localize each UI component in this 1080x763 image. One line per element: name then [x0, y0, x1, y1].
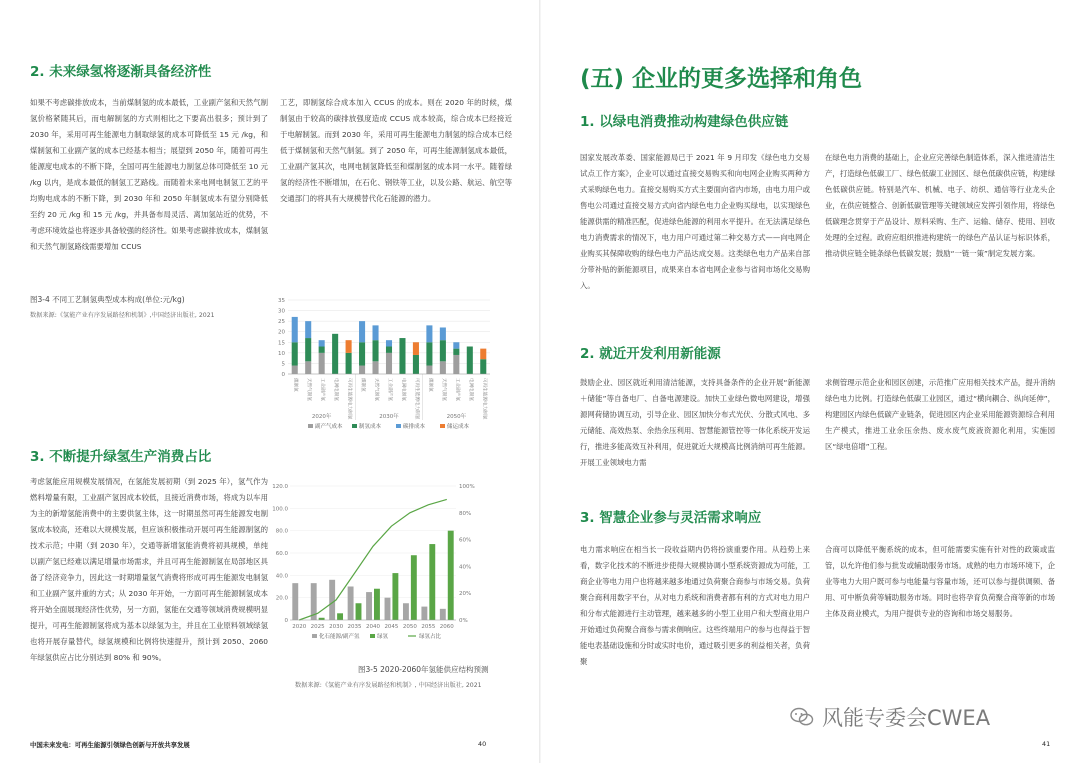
watermark — [790, 702, 990, 732]
right-page — [540, 0, 1080, 763]
x-tick-label: 2030 — [329, 624, 344, 630]
y2-tick-label: 100% — [459, 484, 475, 490]
x-tick-label: 2060 — [439, 624, 454, 630]
x-tick-label: 2020 — [292, 624, 307, 630]
bar-segment — [373, 361, 379, 374]
bar — [319, 618, 325, 620]
x-tick-label: 电网电制氢 — [467, 378, 473, 401]
bar — [440, 609, 446, 620]
sub2-col2: 求侧管理示范企业和园区创建，示范推广应用相关技术产品，提升消纳绿色电力比例。打造绿色低碳工业园区，通过“横向耦合、纵向延伸”，构建园区内绿色低碳产业链条，促进园区内企业采用能源资源综合利用生产模式，推进工业余压余热、废水废气废液资源化利用，实施园区“绿电倍增”工程。 — [825, 378, 1055, 451]
y2-tick-label: 0% — [459, 618, 468, 624]
section3-title: 3. 不断提升绿氢生产消费占比 — [30, 449, 212, 465]
bar-segment — [292, 317, 298, 342]
bar-segment — [292, 342, 298, 365]
bar-segment — [346, 340, 352, 353]
fig34-caption: 图3-4 不同工艺制氢典型成本构成(单位:元/kg) — [30, 295, 185, 304]
bar-segment — [426, 342, 432, 365]
legend-swatch — [308, 424, 313, 428]
x-tick-label: 2045 — [384, 624, 399, 630]
bar-segment — [386, 353, 392, 374]
x-tick-label: 2055 — [421, 624, 436, 630]
legend-swatch — [352, 424, 357, 428]
section2-title: 2. 未来绿氢将逐渐具备经济性 — [30, 64, 212, 80]
y-tick-label: 5 — [281, 361, 285, 368]
bar — [421, 607, 427, 620]
bar — [385, 598, 391, 620]
wechat-icon — [790, 707, 814, 727]
legend-swatch — [370, 634, 375, 638]
bar-segment — [319, 340, 325, 346]
x-tick-label: 2040 — [366, 624, 380, 630]
section2-col1: 如果不考虑碳排放成本，当前煤制氢的成本最低，工业副产氢和天然气制氢价格紧随其后，而电解制氢的方式则相比之下要高出很多；预计到了 2030 年，采用可再生能源电力制取绿氢的成本可降低至 15 元 /kg，和煤制氢和工业副产氢的成本已经基本相当；展望到 2050 年，随着可再生能源度电成本的不断下降，全国可再生能源电力制氢总体可降低至 10 元 /kg 以内，是成本最低的制氢工艺路线。而随着未来电网电制氢工艺的平均购电成本的不断下降，到 2030 年和 2050 年制氢成本有望分别降低至约 20 元 /kg 和 15 元 /kg，并具备布局灵活、离加氢站近的优势，不考虑环境效益也将逐步具备较强的经济性。如果考虑碳排放成本，煤制氢和天然气制氢路线需要增加 CCUS — [30, 98, 268, 251]
x-tick-label: 可再生能源电力制氢 — [481, 378, 487, 420]
bar — [392, 573, 398, 620]
x-tick-label: 天然气制氢 — [306, 378, 312, 401]
bar-segment — [359, 366, 365, 374]
section2-col2: 工艺，即制氢综合成本加入 CCUS 的成本。则在 2020 年的时候，煤制氢由于较高的碳排放强度造成 CCUS 成本较高，综合成本已经接近于电解制氢。而到 2030 年，采用可再生能源电力制氢的综合成本已经低于煤制氢和天然气制氢。到了 2050 年，可再生能源制氢成本最低，工业副产氢其次，电网电制氢降低至和煤制氢的成本同一水平。随着绿氢的经济性不断增加，在石化、钢铁等工业，以及公路、航运、航空等交通部门的将具有大规模替代化石能源的潜力。 — [280, 98, 512, 203]
bar-segment — [386, 347, 392, 353]
y-tick-label: 25 — [278, 319, 285, 326]
y-tick-label: 20 — [278, 329, 285, 336]
y2-tick-label: 20% — [459, 591, 472, 598]
y-tick-label: 40.0 — [275, 573, 288, 580]
bar-segment — [319, 347, 325, 353]
x-tick-label: 煤制氢 — [292, 378, 298, 392]
y2-tick-label: 40% — [459, 564, 472, 571]
fig34-source: 数据来源:《氢能产业有序发展路径和机制》,中国经济出版社, 2021 — [30, 312, 215, 319]
bar — [448, 531, 454, 620]
group-label: 2030年 — [379, 414, 399, 420]
y-tick-label: 120.0 — [272, 484, 288, 490]
legend-label: 储运成本 — [447, 424, 470, 430]
x-tick-label: 可再生能源电力制氢 — [413, 378, 419, 420]
bar-segment — [373, 340, 379, 361]
x-tick-label: 煤制氢 — [427, 378, 433, 392]
x-tick-label: 天然气制氢 — [440, 378, 446, 401]
bar — [374, 589, 380, 620]
fig35-svg — [272, 478, 475, 643]
bar — [356, 603, 362, 620]
y-tick-label: 80.0 — [275, 528, 288, 535]
sub2-col1: 鼓励企业、园区就近利用清洁能源，支持具备条件的企业开展“新能源＋储能”等自备电厂、自备电源建设。加快工业绿色微电网建设，增强源网荷储协调互动，引导企业、园区加快分布式光伏、分散式风电、多元储能、高效热泵、余热余压利用、智慧能源管控等一体化系统开发运行，推进多能高效互补利用，促进就近大规模高比例消纳可再生能源。开展工业领域电力需 — [580, 378, 810, 467]
bar-segment — [399, 338, 405, 374]
y-tick-label: 35 — [278, 298, 285, 304]
fig35-caption: 图3-5 2020-2060年氢能供应结构预测 — [358, 665, 489, 674]
legend-label: 制氢成本 — [359, 424, 382, 430]
fig35-source: 数据来源:《氢能产业有序发展路径和机制》, 中国经济出版社, 2021 — [295, 682, 482, 689]
y-tick-label: 20.0 — [275, 595, 288, 602]
bar-segment — [292, 366, 298, 374]
sub3-title: 3. 智慧企业参与灵活需求响应 — [580, 510, 762, 526]
bar — [348, 587, 354, 621]
y-tick-label: 60.0 — [275, 551, 288, 557]
x-tick-label: 电网电制氢 — [400, 378, 406, 401]
y2-tick-label: 80% — [459, 510, 472, 517]
bar-segment — [453, 355, 459, 374]
bar-segment — [305, 361, 311, 374]
bar-segment — [413, 355, 419, 374]
sub1-col2: 在绿色电力消费的基础上，企业应完善绿色制造体系，深入推进清洁生产，打造绿色低碳工厂、绿色低碳工业园区、绿色低碳供应链，构建绿色低碳供应链。特别是汽车、机械、电子、纺织、通信等行业龙头企业，在供应链整合、创新低碳管理等关键领域应发挥引领作用，将绿色低碳理念贯穿于产品设计、原料采购、生产、运输、储存、使用、回收处理的全过程。政府应组织推进构建统一的绿色产品认证与标识体系，推动供应链全链条绿色低碳发展；鼓励“一链一策”制定发展方案。 — [825, 153, 1055, 258]
sub2-title: 2. 就近开发利用新能源 — [580, 346, 721, 362]
legend-label: 绿氢 — [377, 634, 389, 640]
share-line — [299, 499, 447, 620]
bar-segment — [426, 325, 432, 342]
y-tick-label: 0 — [281, 372, 285, 378]
bar-segment — [305, 321, 311, 338]
bar-segment — [480, 359, 486, 374]
legend-swatch — [312, 634, 317, 638]
bar — [411, 555, 417, 620]
x-tick-label: 可再生能源电力制氢 — [346, 378, 352, 420]
bar — [366, 592, 372, 620]
y2-tick-label: 60% — [459, 537, 472, 544]
bar-segment — [467, 347, 473, 374]
bar-segment — [480, 349, 486, 360]
bar-segment — [386, 340, 392, 346]
bar-segment — [440, 361, 446, 374]
fig34-chart — [268, 292, 496, 432]
x-tick-label: 工业副产氢 — [454, 378, 460, 401]
footer-title: 中国未来发电：可再生能源引领绿色创新与开放共享发展 — [30, 741, 190, 749]
bar — [329, 580, 335, 620]
x-tick-label: 电网电制氢 — [333, 378, 339, 401]
x-tick-label: 工业副产氢 — [387, 378, 392, 401]
legend-swatch — [440, 424, 445, 428]
legend-label: 副产气成本 — [315, 424, 343, 430]
group-label: 2020年 — [311, 414, 332, 420]
main-title: (五) 企业的更多选择和角色 — [580, 66, 863, 92]
bar — [429, 544, 435, 620]
bar-segment — [453, 342, 459, 348]
bar-segment — [413, 342, 419, 355]
bar-segment — [373, 325, 379, 340]
watermark-text: 风能专委会CWEA — [822, 706, 991, 730]
x-tick-label: 2025 — [310, 624, 325, 630]
y-tick-label: 30 — [278, 308, 285, 315]
bar-segment — [453, 349, 459, 355]
page-number-right: 41 — [1042, 740, 1051, 748]
legend-label: 绿氢占比 — [419, 634, 442, 640]
bar-segment — [359, 321, 365, 342]
y-tick-label: 15 — [278, 340, 285, 347]
x-tick-label: 2035 — [347, 624, 362, 630]
legend-label: 化石能源/副产氢 — [319, 634, 360, 640]
bar-segment — [440, 327, 446, 340]
y-tick-label: 100.0 — [272, 506, 288, 513]
section3-text: 考虑氢能应用规模发展情况，在氢能发展初期（到 2025 年），氢气作为燃料增量有限，工业副产氢因成本较低，且接近消费市场，将成为以车用为主的新增氢能消费中的主要供氢主体，这一时期虽然可再生能源发电制氢成本较高，还难以大规模发展，但应该积极推动开展可再生能源制氢的技术示范；中期（到 2030 年），交通等新增氢能消费将初具规模，单纯以副产氢已经难以满足增量市场需求，并且可再生能源制氢在局部地区具备了经济竞争力，因此这一时期增量氢气消费将形成可再生能源发电制氢和工业副产氢并重的方式；从 2030 年开始，一方面可再生能源制氢成本将开始全面展现经济性优势，另一方面，氢能在交通等领域消费规模明显提升，可再生能源制氢将成为基本以绿氢为主，并且在工业原料领域绿氢也将开展存量替代，绿氢规模和比例将快速提升，预计到 2050、2060 年绿氢供应占比分别达到 80% 和 90%。 — [30, 477, 268, 662]
sub3-col1: 电力需求响应在相当长一段收益期内仍将扮演重要作用。从趋势上来看，数字化技术的不断进步使得大规模协调小型系统资源成为可能，工商企业等电力用户也将越来越多地通过负荷聚合商参与市场交易。负荷聚合商利用数字平台，从对电力系统和消费者都有利的方式对电力用户和分布式能源进行主动管理，越来越多的小型工业用户和大型商业用户开始通过负荷聚合商参与需求侧响应。这些终端用户的参与也得益于智能电表基础设施和分时或实时电价，通过吸引更多的利益相关者，负荷聚 — [580, 545, 810, 666]
bar-segment — [305, 338, 311, 361]
bar-segment — [426, 366, 432, 374]
y-tick-label: 10 — [278, 350, 285, 357]
sub1-title: 1. 以绿电消费推动构建绿色供应链 — [580, 114, 789, 130]
legend-label: 碳排成本 — [403, 424, 426, 430]
bar-segment — [359, 342, 365, 365]
y-tick-label: 0 — [284, 618, 288, 624]
page-number-left: 40 — [478, 740, 487, 748]
sub3-col2: 合商可以降低平衡系统的成本，但可能需要实施有针对性的政策或监管，以允许他们参与批发或辅助服务市场。成熟的电力市场环境下，企业等电力大用户既可参与电能量与容量市场，还可以参与提供调频、备用、可中断负荷等辅助服务市场。同时也将孕育负荷聚合商等新的市场主体及商业模式，为用户提供专业的咨询和市场交易服务。 — [825, 545, 1055, 618]
x-tick-label: 2050 — [402, 624, 417, 630]
x-tick-label: 天然气制氢 — [373, 378, 379, 401]
bar — [337, 613, 343, 620]
bar-segment — [332, 334, 338, 374]
bar — [403, 603, 409, 620]
bar-segment — [440, 340, 446, 361]
fig34-svg — [268, 292, 496, 432]
bar — [292, 583, 298, 620]
x-tick-label: 工业副产氢 — [319, 378, 325, 401]
sub1-col1: 国家发展改革委、国家能源局已于 2021 年 9 月印发《绿色电力交易试点工作方案》，企业可以通过直接交易购买和向电网企业购买两种方式采购绿色电力。直接交易购买方式主要面向省内市场，由电力用户或售电公司通过直接交易方式向省内绿色电力企业购买绿电，以实现绿色能源供需的精准匹配，促进绿色能源的利用水平提升。在无法满足绿色电力消费需求的情况下，电力用户可通过第二种交易方式——向电网企业购买其保障收购的绿色电力产品达成交易。这类绿色电力产品来自部分带补贴的新能源项目，成果来自本省电网企业参与省间市场化交易购入。 — [580, 153, 810, 290]
legend-swatch — [396, 424, 401, 428]
x-tick-label: 煤制氢 — [360, 378, 366, 392]
fig35-chart — [272, 478, 475, 643]
bar-segment — [319, 353, 325, 374]
group-label: 2050年 — [446, 414, 467, 420]
bar-segment — [346, 353, 352, 374]
